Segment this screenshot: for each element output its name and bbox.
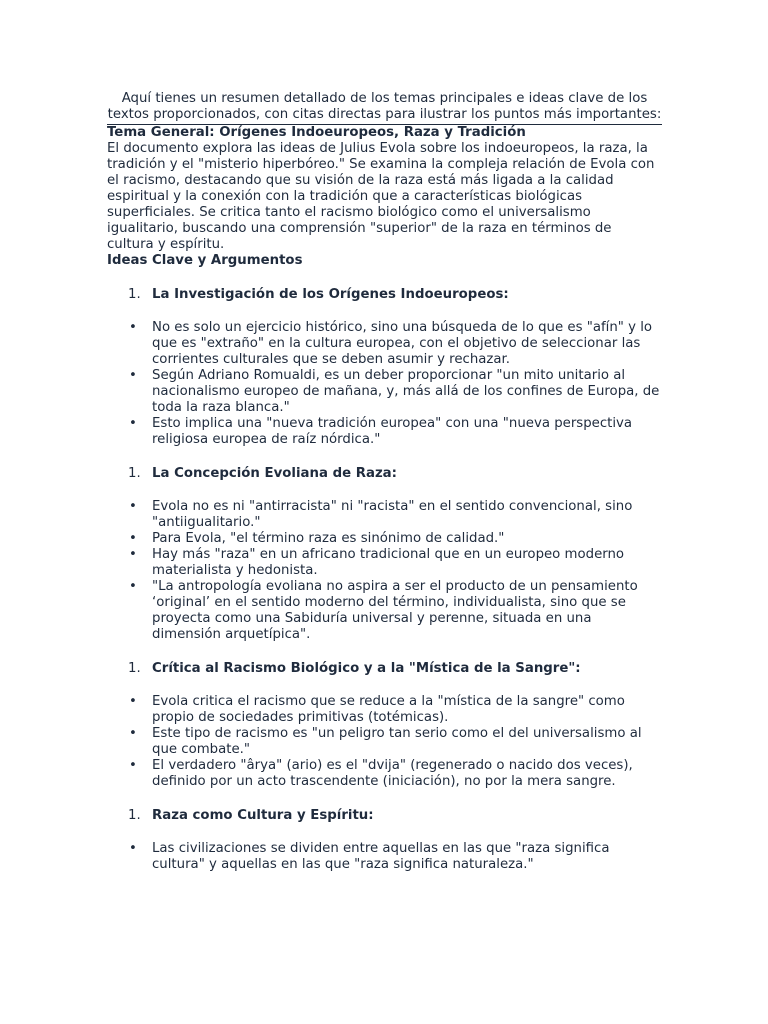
section-heading [107,808,662,824]
list-item-text: Para Evola, "el término raza es sinónimo de calidad." [152,531,505,546]
section-critique [107,661,662,790]
section-heading [107,661,662,677]
list-item-text: El verdadero "ârya" (ario) es el "dvija" (regenerado o nacido dos veces), definido por un acto trascendente (iniciación), no por la mera sangre. [152,758,633,789]
bullet-icon: • [129,547,137,562]
list-item [107,841,662,873]
section-heading [107,466,662,482]
topic-heading: Tema General: Orígenes Indoeuropeos, Raza y Tradición [107,125,526,140]
bullet-icon: • [129,579,137,594]
list-item-text: Evola no es ni "antirracista" ni "racista" en el sentido convencional, sino "antiigualitario." [152,499,633,530]
list-item-text: Este tipo de racismo es "un peligro tan serio como el del universalismo al que combate." [152,726,642,757]
list-item-text: Según Adriano Romualdi, es un deber proporcionar "un mito unitario al nacionalismo europeo de mañana, y, más allá de los confines de Europa, de toda la raza blanca." [152,368,660,415]
section-culture-spirit [107,808,662,873]
section-number: 1. [128,661,141,676]
bullet-icon: • [129,499,137,514]
section-title: La Investigación de los Orígenes Indoeuropeos: [152,287,509,302]
section-number: 1. [128,466,141,481]
bullet-icon: • [129,368,137,383]
section-race-concept [107,466,662,643]
topic-paragraph: El documento explora las ideas de Julius Evola sobre los indoeuropeos, la raza, la tradición y el "misterio hiperbóreo." Se examina la compleja relación de Evola con el racismo, destacando que su visión de la raza está más ligada a la calidad espiritual y la conexión con la tradición que a características biológicas superficiales. Se critica tanto el racismo biológico como el universalismo igualitario, buscando una comprensión "superior" de la raza en términos de cultura y espíritu. [107,141,655,252]
list-item-text: "La antropología evoliana no aspira a ser el producto de un pensamiento ‘original’ en el sentido moderno del término, individualista, sino que se proyecta como una Sabiduría universal y perenne, situada en una dimensión arquetípica". [152,579,638,642]
bullet-icon: • [129,320,137,335]
section-number: 1. [128,287,141,302]
list-item [107,579,662,643]
list-item-text: No es solo un ejercicio histórico, sino una búsqueda de lo que es "afín" y lo que es "extraño" en la cultura europea, con el objetivo de seleccionar las corrientes culturales que se deben asumir y rechazar. [152,320,653,367]
list-item [107,531,662,547]
bullet-icon: • [129,758,137,773]
list-item-text: Hay más "raza" en un africano tradicional que en un europeo moderno materialista y hedonista. [152,547,625,578]
section-heading [107,287,662,303]
list-item-text: Las civilizaciones se dividen entre aquellas en las que "raza significa cultura" y aquellas en las que "raza significa naturaleza." [152,841,610,872]
list-item-text: Evola critica el racismo que se reduce a la "mística de la sangre" como propio de sociedades primitivas (totémicas). [152,694,625,725]
bullet-list [107,694,662,790]
bullet-icon: • [129,531,137,546]
section-title: La Concepción Evoliana de Raza: [152,466,397,481]
list-item [107,726,662,758]
list-item [107,416,662,448]
list-item-text: Esto implica una "nueva tradición europea" con una "nueva perspectiva religiosa europea de raíz nórdica." [152,416,633,447]
bullet-list [107,320,662,448]
list-item [107,694,662,726]
bullet-icon: • [129,726,137,741]
list-item [107,499,662,531]
bullet-icon: • [129,416,137,431]
document-page [107,91,662,873]
intro-paragraph: Aquí tienes un resumen detallado de los temas principales e ideas clave de los textos proporcionados, con citas directas para ilustrar los puntos más importantes: [107,91,662,125]
section-origins [107,287,662,448]
list-item [107,758,662,790]
list-item [107,547,662,579]
list-item [107,320,662,368]
ideas-heading: Ideas Clave y Argumentos [107,253,303,268]
bullet-icon: • [129,694,137,709]
list-item [107,368,662,416]
bullet-icon: • [129,841,137,856]
bullet-list [107,499,662,643]
section-number: 1. [128,808,141,823]
section-title: Crítica al Racismo Biológico y a la "Mística de la Sangre": [152,661,581,676]
section-title: Raza como Cultura y Espíritu: [152,808,374,823]
bullet-list [107,841,662,873]
